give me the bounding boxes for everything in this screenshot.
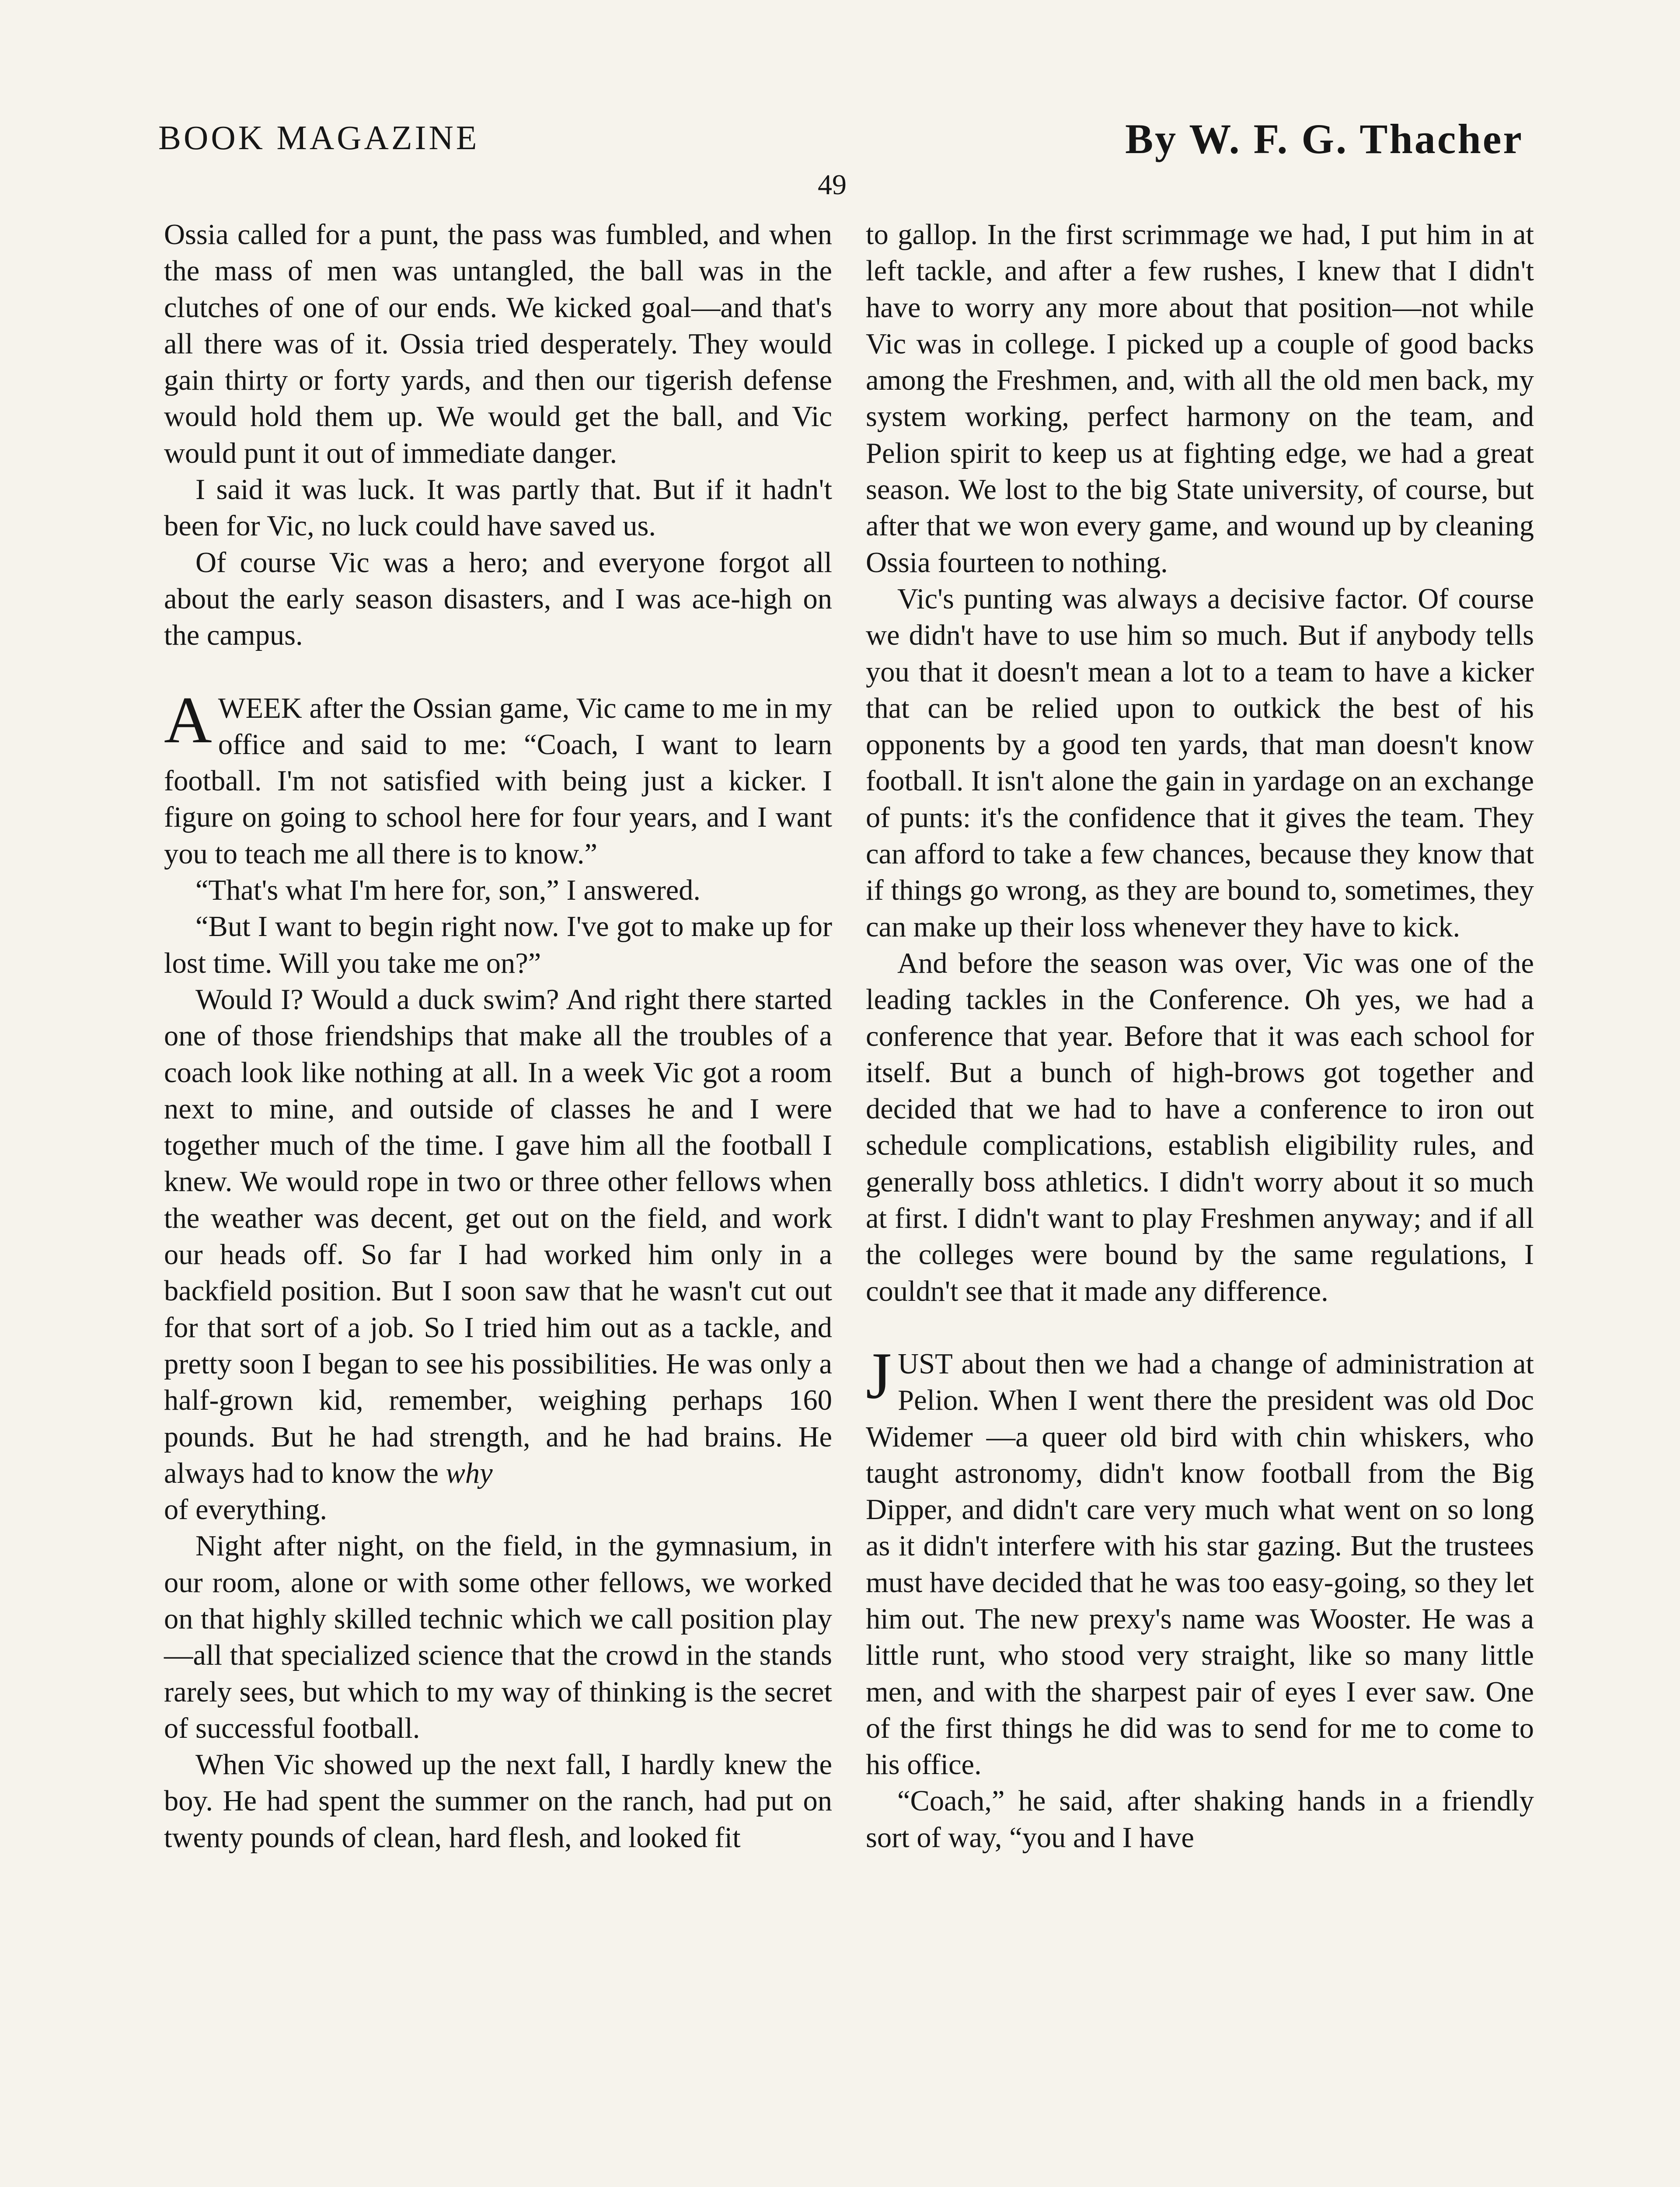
paragraph-text: of everything. — [164, 1494, 328, 1526]
section-paragraph — [164, 683, 832, 872]
left-column — [164, 217, 832, 1856]
paragraph: Of course Vic was a hero; and everyone forgot all about the early season disasters, and I was ace-high on the campus. — [164, 546, 832, 652]
right-column — [866, 217, 1534, 1856]
paragraph: “But I want to begin right now. I've got to make up for lost time. Will you take me on?” — [164, 911, 832, 979]
magazine-title: BOOK MAGAZINE — [158, 119, 480, 157]
paragraph: Vic's punting was always a decisive factor. Of course we didn't have to use him so much. But if anybody tells you that it doesn't mean a lot to a team to have a kicker that can be relied upon to outkick the best of his opponents by a good ten yards, that man doesn't know football. It isn't alone the gain in yardage on an exchange of punts: it's the confidence that it gives the team. They can afford to take a few chances, because they know that if things go wrong, as they are bound to, sometimes, they can make up their loss whenever they have to kick. — [866, 583, 1534, 943]
emphasis-text: why — [446, 1457, 493, 1489]
paragraph: And before the season was over, Vic was one of the leading tackles in the Conference. Oh yes, we had a conference that year. Before that it was each school for itself. But a bunch of high-brows got together and decided that we had to have a conference to iron out schedule complications, establish eligibility rules, and generally boss athletics. I didn't worry about it so much at first. I didn't want to play Freshmen anyway; and if all the colleges were bound by the same regulations, I couldn't see that it made any difference. — [866, 947, 1534, 1307]
paragraph: “That's what I'm here for, son,” I answered. — [195, 874, 701, 907]
paragraph: Ossia called for a punt, the pass was fumbled, and when the mass of men was untangled, the ball was in the clutches of one of our ends. We kicked goal—and that's all there was of it. Ossia tried desperately. They would gain thirty or forty yards, and then our tigerish defense would hold them up. We would get the ball, and Vic would punt it out of immediate danger. — [164, 219, 832, 469]
paragraph-text: WEEK after the Ossian game, Vic came to me in my office and said to me: “Coach, I want to learn football. I'm not satisfied with being just a kicker. I figure on going to school here for four years, and I want you to teach me all there is to know.” — [164, 692, 832, 870]
paragraph-text: UST about then we had a change of administration at Pelion. When I went there the president was old Doc Widemer —a queer old bird with chin whiskers, who taught astronomy, didn't know football from the Big Dipper, and didn't care very much what went on so long as it didn't interfere with his star gazing. But the trustees must have decided that he was too easy-going, so they let him out. The new prexy's name was Wooster. He was a little runt, who stood very straight, like so many little men, and with the sharpest pair of eyes I ever saw. One of the first things he did was to send for me to come to his office. — [866, 1348, 1534, 1781]
paragraph: “Coach,” he said, after shaking hands in a friendly sort of way, “you and I have — [866, 1785, 1534, 1854]
page-number: 49 — [818, 169, 847, 201]
paragraph-text: Would I? Would a duck swim? And right there started one of those friendships that make all the troubles of a coach look like nothing at all. In a week Vic got a room next to mine, and outside of classes he and I were together much of the time. I gave him all the football I knew. We would rope in two or three other fellows when the weather was decent, get out on the field, and work our heads off. So far I had worked him only in a backfield position. But I soon saw that he wasn't cut out for that sort of a job. So I tried him out as a tackle, and pretty soon I began to see his possibilities. He was only a half-grown kid, remember, weighing perhaps 160 pounds. But he had strength, and he had brains. He always had to know the — [164, 983, 832, 1489]
paragraph: I said it was luck. It was partly that. But if it hadn't been for Vic, no luck could have saved us. — [164, 474, 832, 542]
paragraph: to gallop. In the first scrimmage we had, I put him in at left tackle, and after a few rushes, I knew that I didn't have to worry any more about that position—not while Vic was in college. I picked up a couple of good backs among the Freshmen, and, with all the old men back, my system working, perfect harmony on the team, and Pelion spirit to keep us at fighting edge, we had a great season. We lost to the big State university, of course, but after that we won every game, and wound up by cleaning Ossia fourteen to nothing. — [866, 219, 1534, 579]
paragraph — [164, 982, 832, 1528]
section-paragraph — [866, 1338, 1534, 1783]
drop-cap: J — [866, 1338, 892, 1412]
paragraph: When Vic showed up the next fall, I hardly knew the boy. He had spent the summer on the ranch, had put on twenty pounds of clean, hard flesh, and looked fit — [164, 1749, 832, 1854]
paragraph: Night after night, on the field, in the gymnasium, in our room, alone or with some other fellows, we worked on that highly skilled technic which we call position play—all that specialized science that the crowd in the stands rarely sees, but which to my way of thinking is the secret of successful football. — [164, 1530, 832, 1744]
author-byline: By W. F. G. Thacher — [1125, 115, 1523, 162]
drop-cap: A — [164, 683, 212, 757]
